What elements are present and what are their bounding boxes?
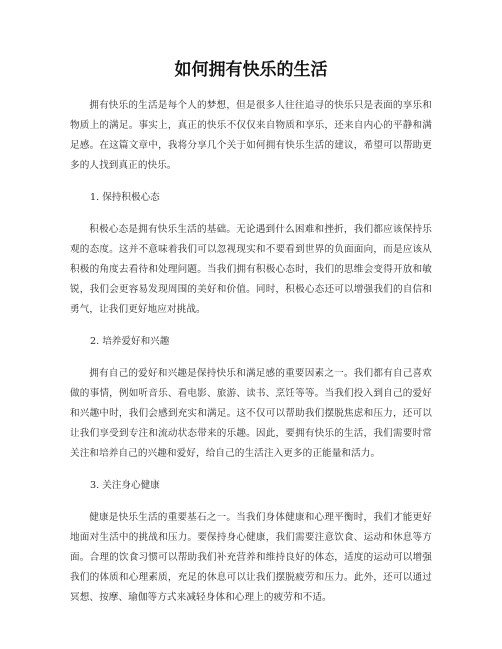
intro-paragraph: 拥有快乐的生活是每个人的梦想，但是很多人往往追寻的快乐只是表面的享乐和物质上的满足。事实上，真正的快乐不仅仅来自物质和享乐，还来自内心的平静和满足感。在这篇文章中，我将分享几个关于如何拥有快乐生活的建议，希望可以帮助更多的人找到真正的快乐。 — [70, 100, 432, 171]
document-body — [70, 96, 432, 608]
document-title: 如何拥有快乐的生活 — [174, 60, 328, 80]
section-body-1: 积极心态是拥有快乐生活的基础。无论遇到什么困难和挫折，我们都应该保持乐观的态度。这并不意味着我们可以忽视现实和不要看到世界的负面面向，而是应该从积极的角度去看待和处理问题。当我们拥有积极心态时，我们的思维会变得开放和敏锐，我们会更容易发现周围的美好和价值。同时，积极心态还可以增强我们的自信和勇气，让我们更好地应对挑战。 — [70, 224, 432, 315]
section-body-2: 拥有自己的爱好和兴趣是保持快乐和满足感的重要因素之一。我们都有自己喜欢做的事情，例如听音乐、看电影、旅游、读书、烹饪等等。当我们投入到自己的爱好和兴趣中时，我们会感到充实和满足。这不仅可以帮助我们摆脱焦虑和压力，还可以让我们享受到专注和流动状态带来的乐趣。因此，要拥有快乐的生活，我们需要时常关注和培养自己的兴趣和爱好，给自己的生活注入更多的正能量和活力。 — [70, 368, 432, 459]
section-heading-1: 1. 保持积极心态 — [90, 192, 160, 203]
section-heading-2: 2. 培养爱好和兴趣 — [90, 336, 170, 347]
section-body-3: 健康是快乐生活的重要基石之一。当我们身体健康和心理平衡时，我们才能更好地面对生活中的挑战和压力。要保持身心健康，我们需要注意饮食、运动和休息等方面。合理的饮食习惯可以帮助我们补充营养和维持良好的体态，适度的运动可以增强我们的体质和心理素质，充足的休息可以让我们摆脱疲劳和压力。此外，还可以通过冥想、按摩、瑜伽等方式来减轻身体和心理上的疲劳和不适。 — [70, 512, 432, 603]
section-heading-3: 3. 关注身心健康 — [90, 480, 160, 491]
